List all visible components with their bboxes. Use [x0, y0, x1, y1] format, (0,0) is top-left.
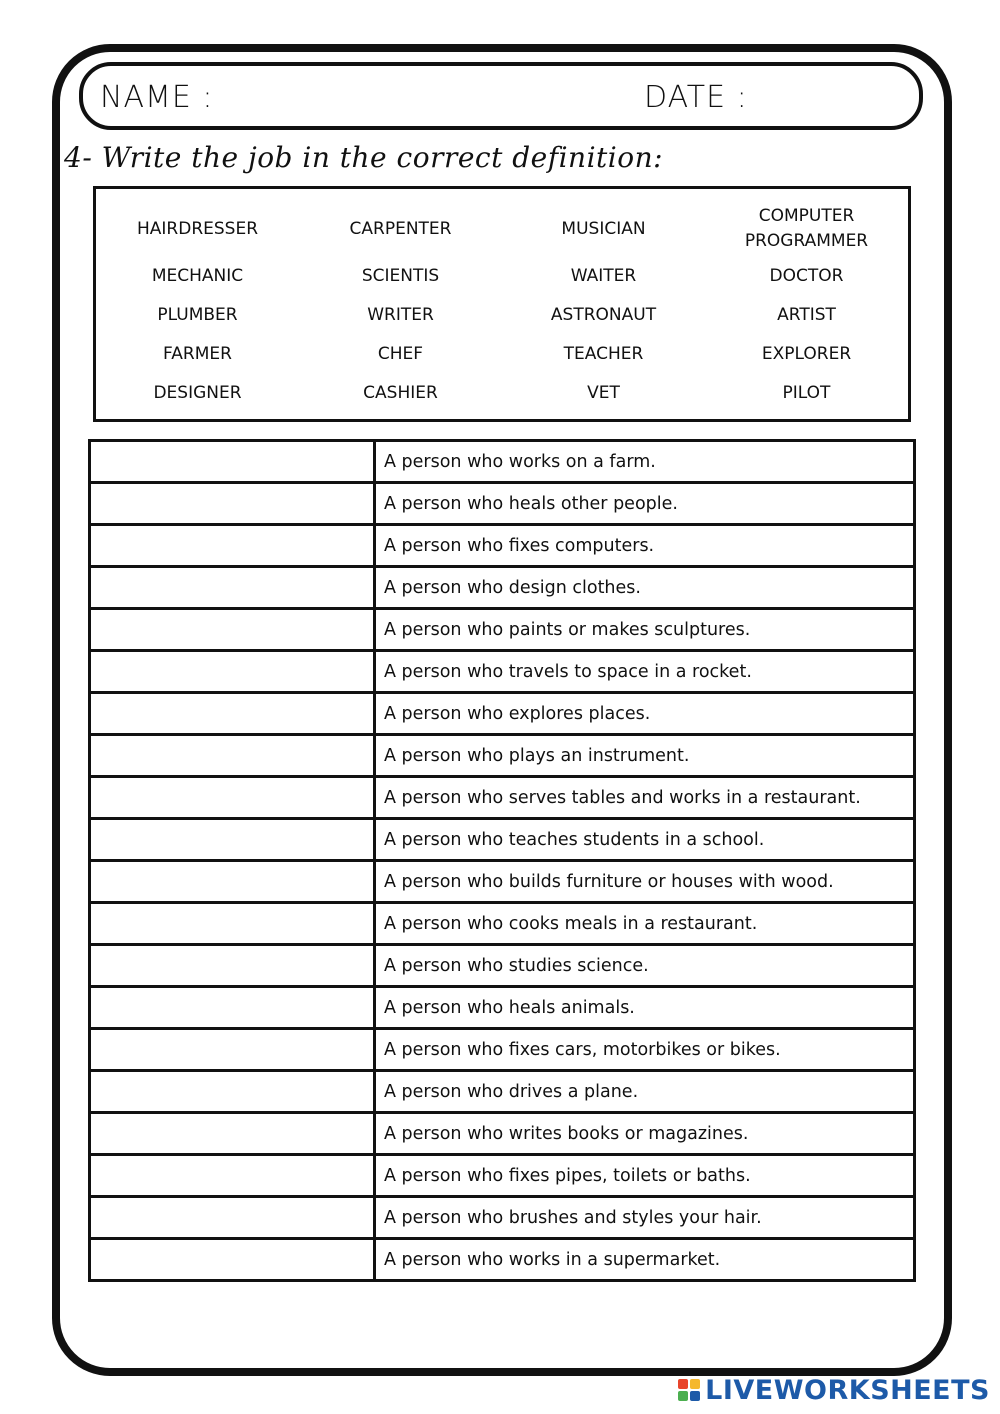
table-row	[90, 819, 915, 861]
answer-input[interactable]	[90, 1071, 375, 1113]
definition-text: A person who plays an instrument.	[375, 735, 915, 777]
word-bank-item: CASHIER	[363, 383, 438, 403]
word-bank-item: MUSICIAN	[561, 218, 646, 239]
definition-text: A person who works on a farm.	[375, 441, 915, 483]
answer-input[interactable]	[90, 525, 375, 567]
word-bank-item: DOCTOR	[769, 266, 844, 286]
definition-text: A person who builds furniture or houses with wood.	[375, 861, 915, 903]
answer-input[interactable]	[90, 945, 375, 987]
answer-input[interactable]	[90, 609, 375, 651]
definition-text: A person who works in a supermarket.	[375, 1239, 915, 1281]
word-bank-item: EXPLORER	[761, 344, 852, 364]
answer-input[interactable]	[90, 441, 375, 483]
word-bank-item: TEACHER	[563, 344, 644, 364]
table-row	[90, 903, 915, 945]
word-bank-item: HAIRDRESSER	[136, 218, 259, 239]
answer-input[interactable]	[90, 693, 375, 735]
answer-input[interactable]	[90, 987, 375, 1029]
table-row	[90, 735, 915, 777]
word-bank-row	[96, 257, 908, 296]
table-row	[90, 987, 915, 1029]
definition-text: A person who fixes pipes, toilets or baths.	[375, 1155, 915, 1197]
word-bank	[93, 186, 911, 422]
answer-input[interactable]	[90, 819, 375, 861]
word-bank-item: SCIENTIS	[361, 266, 440, 286]
table-row	[90, 1239, 915, 1281]
word-bank-item: ARTIST	[777, 305, 836, 325]
table-row	[90, 441, 915, 483]
answer-input[interactable]	[90, 777, 375, 819]
table-row	[90, 1113, 915, 1155]
table-row	[90, 1071, 915, 1113]
definition-text: A person who fixes cars, motorbikes or bikes.	[375, 1029, 915, 1071]
word-bank-item: CHEF	[377, 344, 424, 364]
definition-text: A person who brushes and styles your hair.	[375, 1197, 915, 1239]
answer-input[interactable]	[90, 567, 375, 609]
answer-input[interactable]	[90, 735, 375, 777]
definition-text: A person who design clothes.	[375, 567, 915, 609]
definition-text: A person who paints or makes sculptures.	[375, 609, 915, 651]
word-bank-item: FARMER	[163, 344, 232, 364]
definition-text: A person who heals animals.	[375, 987, 915, 1029]
word-bank-item: CARPENTER	[349, 218, 452, 239]
definition-text: A person who drives a plane.	[375, 1071, 915, 1113]
word-bank-grid	[96, 201, 908, 413]
word-bank-item: DESIGNER	[153, 383, 242, 403]
definition-text: A person who serves tables and works in a restaurant.	[375, 777, 915, 819]
word-bank-row	[96, 374, 908, 413]
table-row	[90, 651, 915, 693]
table-row	[90, 609, 915, 651]
answer-input[interactable]	[90, 903, 375, 945]
definition-text: A person who writes books or magazines.	[375, 1113, 915, 1155]
word-bank-item: ASTRONAUT	[550, 305, 657, 325]
table-row	[90, 777, 915, 819]
definition-text: A person who teaches students in a school.	[375, 819, 915, 861]
liveworksheets-logo-text: LIVEWORKSHEETS	[705, 1374, 990, 1406]
table-row	[90, 1155, 915, 1197]
word-bank-item: COMPUTER PROGRAMMER	[744, 206, 869, 251]
answer-input[interactable]	[90, 1113, 375, 1155]
definition-text: A person who explores places.	[375, 693, 915, 735]
name-label: NAME :	[100, 80, 214, 115]
answer-input[interactable]	[90, 1155, 375, 1197]
table-row	[90, 483, 915, 525]
word-bank-item: PLUMBER	[157, 305, 238, 325]
table-row	[90, 1029, 915, 1071]
word-bank-item: WRITER	[367, 305, 434, 325]
word-bank-row	[96, 296, 908, 335]
definition-text: A person who studies science.	[375, 945, 915, 987]
word-bank-row	[96, 201, 908, 257]
word-bank-item: PILOT	[782, 383, 831, 403]
word-bank-row	[96, 335, 908, 374]
liveworksheets-logo-icon	[677, 1378, 701, 1402]
answer-input[interactable]	[90, 651, 375, 693]
table-row	[90, 861, 915, 903]
liveworksheets-logo[interactable]	[677, 1374, 990, 1406]
word-bank-item: MECHANIC	[151, 266, 244, 286]
definition-text: A person who heals other people.	[375, 483, 915, 525]
answer-table	[88, 439, 916, 1282]
answer-input[interactable]	[90, 1239, 375, 1281]
table-row	[90, 567, 915, 609]
answer-input[interactable]	[90, 1197, 375, 1239]
word-bank-item: VET	[587, 383, 620, 403]
table-row	[90, 525, 915, 567]
word-bank-item: WAITER	[570, 266, 637, 286]
table-row	[90, 1197, 915, 1239]
table-row	[90, 945, 915, 987]
date-label: DATE :	[644, 80, 748, 115]
definition-text: A person who fixes computers.	[375, 525, 915, 567]
answer-input[interactable]	[90, 1029, 375, 1071]
answer-input[interactable]	[90, 861, 375, 903]
exercise-instruction: 4- Write the job in the correct definition:	[64, 141, 664, 174]
answer-input[interactable]	[90, 483, 375, 525]
definition-text: A person who travels to space in a rocket.	[375, 651, 915, 693]
table-row	[90, 693, 915, 735]
definition-text: A person who cooks meals in a restaurant.	[375, 903, 915, 945]
